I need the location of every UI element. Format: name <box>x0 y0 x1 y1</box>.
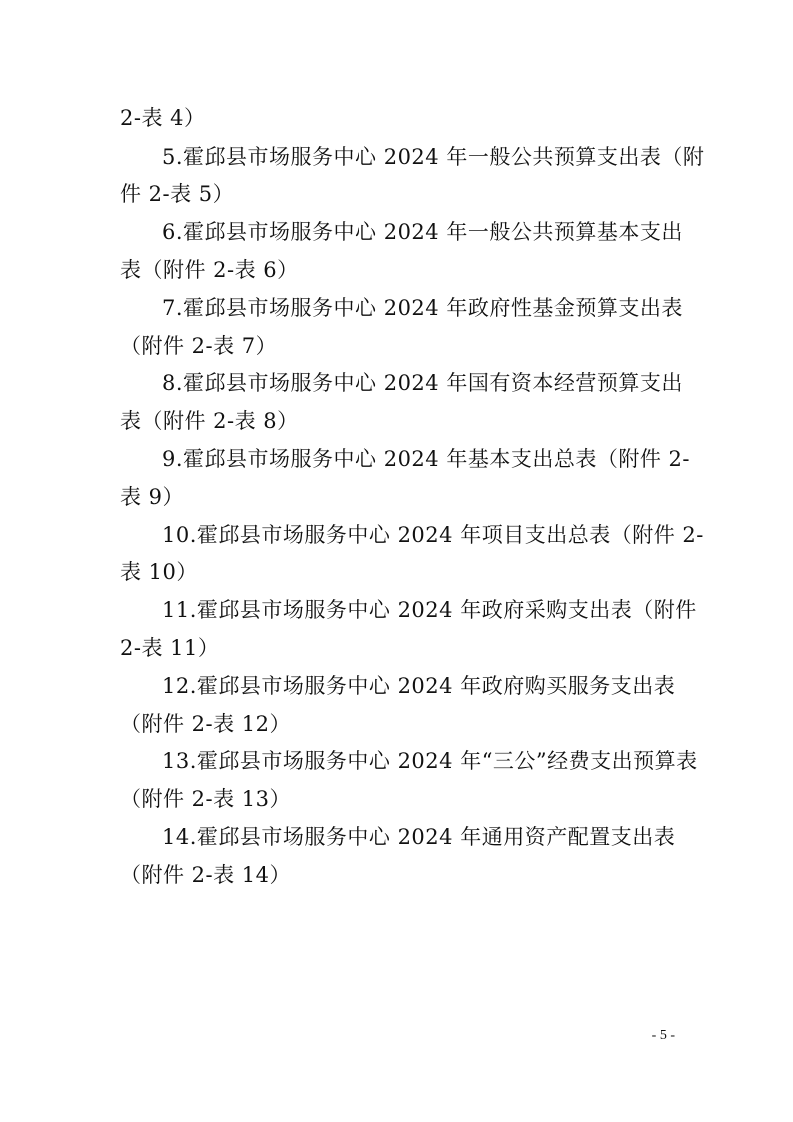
page-number: - 5 - <box>651 1028 675 1043</box>
text-line: 表（附件 2-表 8） <box>120 409 299 433</box>
text-line: 表 10） <box>120 560 198 584</box>
text-line: 12.霍邱县市场服务中心 2024 年政府购买服务支出表 <box>162 674 676 698</box>
text-line: （附件 2-表 12） <box>120 712 292 736</box>
text-line: （附件 2-表 14） <box>120 863 292 887</box>
text-line: 8.霍邱县市场服务中心 2024 年国有资本经营预算支出 <box>162 371 683 395</box>
text-line: 11.霍邱县市场服务中心 2024 年政府采购支出表（附件 <box>162 598 697 622</box>
text-line: 13.霍邱县市场服务中心 2024 年“三公”经费支出预算表 <box>162 749 698 773</box>
text-line: 2-表 11） <box>120 636 220 660</box>
text-line: 14.霍邱县市场服务中心 2024 年通用资产配置支出表 <box>162 825 676 849</box>
text-line: （附件 2-表 13） <box>120 787 292 811</box>
text-line: 9.霍邱县市场服务中心 2024 年基本支出总表（附件 2- <box>162 447 690 471</box>
text-line: 7.霍邱县市场服务中心 2024 年政府性基金预算支出表 <box>162 296 683 320</box>
text-line: （附件 2-表 7） <box>120 334 278 358</box>
text-line: 表（附件 2-表 6） <box>120 258 299 282</box>
text-line: 表 9） <box>120 485 185 509</box>
text-line: 5.霍邱县市场服务中心 2024 年一般公共预算支出表（附 <box>162 145 705 169</box>
text-line: 10.霍邱县市场服务中心 2024 年项目支出总表（附件 2- <box>162 523 704 547</box>
text-line: 件 2-表 5） <box>120 182 235 206</box>
text-line: 6.霍邱县市场服务中心 2024 年一般公共预算基本支出 <box>162 220 683 244</box>
text-line: 2-表 4） <box>120 106 206 130</box>
